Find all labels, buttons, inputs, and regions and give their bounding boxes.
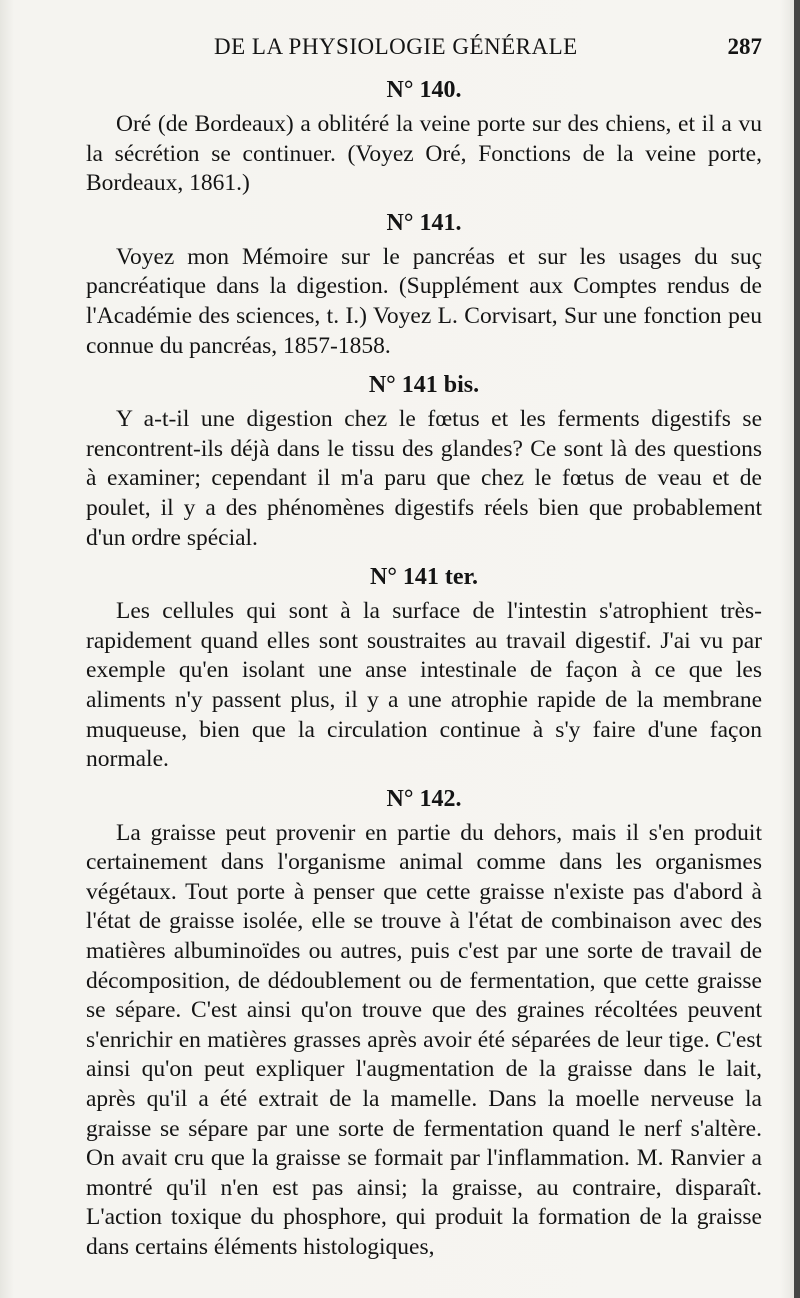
section-number-140: N° 140. (386, 77, 462, 103)
section-text-142: La graisse peut provenir en partie du dehors, mais il s'en produit certainement dans l'organisme animal comme dans les organismes végétaux. Tout porte à penser que cette graisse n'existe pas d'abord à l'état de graisse isolée, elle se trouve à l'état de combinaison avec des matières albuminoïdes ou autres, puis c'est par une sorte de travail de décomposition, de dédoublement ou de fermentation, que cette graisse se sépare. C'est ainsi qu'on trouve que des graines récoltées peuvent s'enrichir en matières grasses après avoir été séparées de leur tige. C'est ainsi qu'on peut expliquer l'augmentation de la graisse dans le lait, après qu'il a été extrait de la mamelle. Dans la moelle nerveuse la graisse se sépare par une sorte de fermentation quand le nerf s'altère. On avait cru que la graisse se formait par l'inflammation. M. Ranvier a montré qu'il n'en est pas ainsi; la graisse, au contraire, disparaît. L'action toxique du phosphore, qui produit la formation de la graisse dans certains éléments histologiques, (86, 819, 762, 1260)
page-edge-shadow (794, 0, 800, 1298)
section-number-141: N° 141. (386, 209, 462, 236)
section-text-140: Oré (de Bordeaux) a oblitéré la veine porte sur des chiens, et il a vu la sécrétion se continuer. (Voyez Oré, Fonctions de la veine porte, Bordeaux, 1861.) (86, 111, 762, 197)
section-text-141: Voyez mon Mémoire sur le pancréas et sur les usages du suç pancréatique dans la digestion. (Supplément aux Comptes rendus de l'Académie des sciences, t. I.) Voyez L. Corvisart, Sur une fonction peu connue du pancréas, 1857-1858. (86, 243, 762, 359)
page-number: 287 (727, 34, 762, 59)
section-text-141-ter: Les cellules qui sont à la surface de l'intestin s'atrophient très-rapidement quand elles sont soustraites au travail digestif. J'ai vu par exemple qu'en isolant une anse intestinale de façon à ce que les aliments n'y passent plus, il y a une atrophie rapide de la membrane muqueuse, bien que la circulation continue à s'y faire d'une façon normale. (86, 598, 762, 773)
running-head (86, 34, 762, 64)
page-body (86, 74, 762, 1271)
section-number-142: N° 142. (386, 785, 462, 812)
section-number-141-bis: N° 141 bis. (368, 372, 480, 399)
running-head-title: DE LA PHYSIOLOGIE GÉNÉRALE (214, 34, 578, 59)
section-text-141-bis: Y a-t-il une digestion chez le fœtus et les ferments digestifs se rencontrent-ils déjà dans le tissu des glandes? Ce sont là des questions à examiner; cependant il m'a paru que chez le fœtus de veau et de poulet, il y a des phénomènes digestifs réels bien que probablement d'un ordre spécial. (86, 406, 762, 551)
section-number-141-ter: N° 141 ter. (369, 564, 479, 591)
